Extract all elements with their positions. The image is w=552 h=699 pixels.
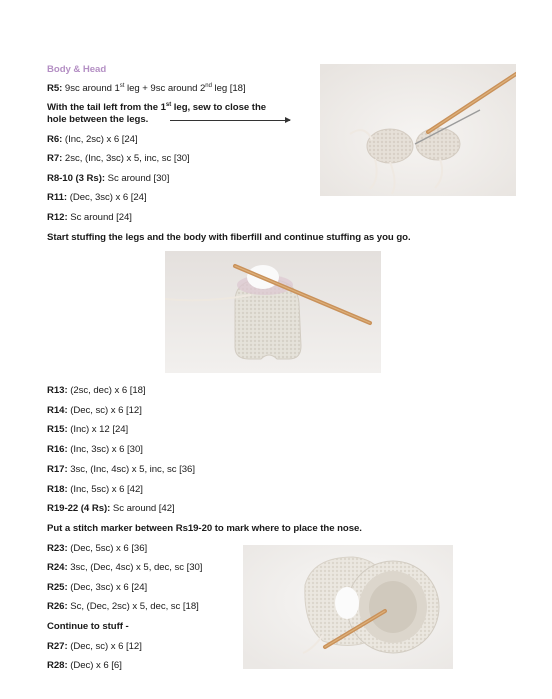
row-r25 (47, 582, 147, 594)
note-continue: Continue to stuff - (47, 621, 129, 632)
note-tail-line-2: hole between the legs. (47, 114, 149, 125)
row-r6 (47, 134, 138, 146)
row-text: (Dec, sc) x 6 [12] (67, 641, 142, 652)
row-text: 3sc, (Inc, 4sc) x 5, inc, sc [36] (67, 464, 195, 475)
row-label: R16: (47, 444, 68, 455)
row-label: R8-10 (3 Rs): (47, 173, 105, 184)
row-r19-22 (47, 503, 175, 515)
row-r17 (47, 464, 195, 476)
row-r5 (47, 83, 246, 95)
row-text: (Inc) x 12 [24] (67, 424, 129, 435)
row-r18 (47, 484, 143, 496)
row-r15 (47, 424, 128, 436)
row-label: R6: (47, 134, 63, 145)
row-text: (Dec, 3sc) x 6 [24] (67, 192, 147, 203)
note-marker: Put a stitch marker between Rs19-20 to mark where to place the nose. (47, 523, 362, 534)
row-text: Sc around [30] (105, 173, 170, 184)
row-text: (Dec) x 6 [6] (67, 660, 122, 671)
row-label: R18: (47, 484, 68, 495)
row-label: R25: (47, 582, 68, 593)
row-label: R11: (47, 192, 68, 203)
row-text: 3sc, (Dec, 4sc) x 5, dec, sc [30] (67, 562, 203, 573)
photo-sewing-legs (320, 64, 516, 196)
photo-head-decreasing (243, 545, 453, 669)
row-label: R15: (47, 424, 68, 435)
row-text: leg + 9sc around 2 (124, 83, 206, 94)
row-r26 (47, 601, 199, 613)
row-label: R14: (47, 405, 68, 416)
row-r13 (47, 385, 146, 397)
row-text: (Inc, 2sc) x 6 [24] (62, 134, 138, 145)
row-text: 9sc around 1 (62, 83, 120, 94)
row-r14 (47, 405, 142, 417)
note-text: With the tail left from the 1 (47, 102, 166, 113)
row-text: (2sc, dec) x 6 [18] (67, 385, 146, 396)
row-label: R19-22 (4 Rs): (47, 503, 111, 514)
row-r7 (47, 153, 190, 165)
note-tail-line-1 (47, 102, 266, 114)
note-text: leg, sew to close the (171, 102, 267, 113)
row-r12 (47, 212, 132, 224)
photo-stuffing-body (165, 251, 381, 373)
row-text: Sc around [24] (67, 212, 132, 223)
row-text: Sc around [42] (110, 503, 175, 514)
row-label: R12: (47, 212, 68, 223)
row-label: R27: (47, 641, 68, 652)
row-text: (Dec, 5sc) x 6 [36] (67, 543, 148, 554)
row-label: R23: (47, 543, 68, 554)
row-r16 (47, 444, 143, 456)
row-r27 (47, 641, 142, 653)
row-text: Sc, (Dec, 2sc) x 5, dec, sc [18] (67, 601, 199, 612)
row-text: (Dec, sc) x 6 [12] (67, 405, 142, 416)
row-label: R26: (47, 601, 68, 612)
right-arrow-icon (170, 120, 290, 121)
row-r24 (47, 562, 202, 574)
row-label: R5: (47, 83, 63, 94)
row-r11 (47, 192, 147, 204)
row-text: leg [18] (211, 83, 246, 94)
row-r28 (47, 660, 122, 672)
row-text: (Dec, 3sc) x 6 [24] (67, 582, 148, 593)
row-label: R13: (47, 385, 68, 396)
note-stuffing: Start stuffing the legs and the body with fiberfill and continue stuffing as you go. (47, 232, 411, 243)
section-title: Body & Head (47, 64, 107, 75)
row-text: (Inc, 5sc) x 6 [42] (67, 484, 143, 495)
ordinal-suffix: st (165, 101, 172, 108)
row-text: 2sc, (Inc, 3sc) x 5, inc, sc [30] (62, 153, 190, 164)
row-r8-10 (47, 173, 169, 185)
row-label: R7: (47, 153, 63, 164)
row-label: R24: (47, 562, 68, 573)
row-label: R28: (47, 660, 68, 671)
ordinal-suffix: nd (205, 82, 212, 89)
row-label: R17: (47, 464, 68, 475)
ordinal-suffix: st (119, 82, 125, 89)
row-r23 (47, 543, 147, 555)
row-text: (Inc, 3sc) x 6 [30] (67, 444, 143, 455)
